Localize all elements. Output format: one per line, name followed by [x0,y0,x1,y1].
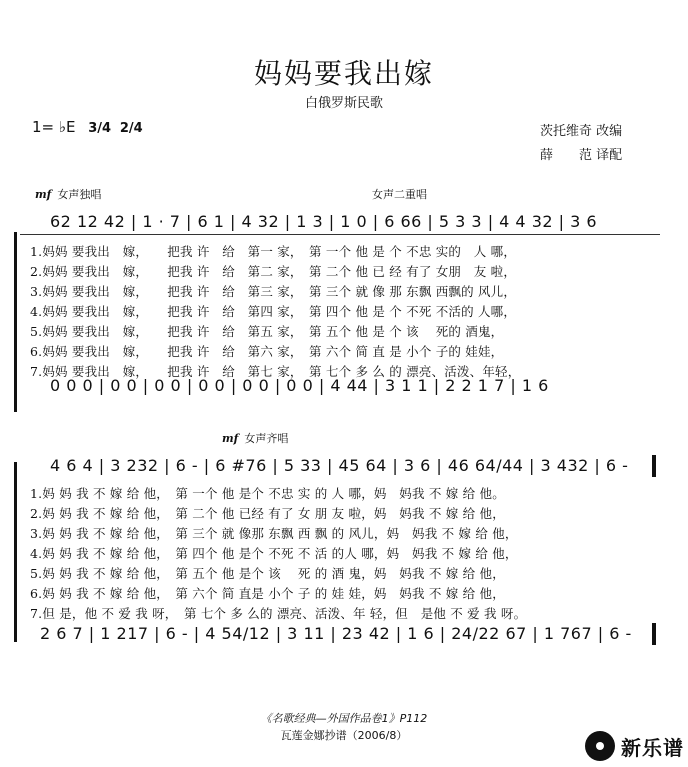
melody-line-2: 4 6 4 | 3 232 | 6 - | 6 #76 | 5 33 | 45 64 | 3 6 | 46 64/44 | 3 432 | 6 - [50,456,629,475]
translator-credit: 薛 范 译配 [540,148,623,163]
staff-divider-1 [20,234,660,235]
dynamic-mark-1 [35,186,101,202]
page-subtitle: 白俄罗斯民歌 [304,96,383,111]
system-bracket-1 [14,232,17,412]
record-icon [585,731,615,761]
lyric-verse-6: 6.妈妈 要我出 嫁， 把我 许 给 第六 家， 第 六个 简 直 是 小个 子的 娃娃， [30,344,504,359]
site-logo [585,731,684,761]
dynamic-mf-2: mf [222,432,239,445]
lyric-verse-5: 5.妈妈 要我出 嫁， 把我 许 给 第五 家， 第 五个 他 是 个 该 死的 酒鬼， [30,324,504,339]
lyric-verse-3: 3.妈妈 要我出 嫁， 把我 许 给 第三 家， 第 三个 就 像 那 东飘 西飘的 风儿， [30,284,517,299]
time-signature-1: 3/4 [88,121,112,136]
harmony-line-1: 0 0 0 | 0 0 | 0 0 | 0 0 | 0 0 | 0 0 | 4 44 | 3 1 1 | 2 2 1 7 | 1 6 [50,376,549,395]
dynamic-mark-2 [222,430,288,446]
final-barline-top [652,455,656,477]
lyric-verse-2-1: 1.妈 妈 我 不 嫁 给 他， 第 一个 他 是个 不忠 实 的 人 哪，妈 妈我 不 嫁 给 他。 [30,486,505,501]
lyric-verse-2-4: 4.妈 妈 我 不 嫁 给 他， 第 四个 他 是个 不死 不 活 的人 哪，妈 妈我 不 嫁 给 他， [30,546,518,561]
part-label-unison: 女声齐唱 [244,432,289,445]
transcriber-credit: 瓦莲金娜抄谱（2006/8） [280,729,408,742]
system-bracket-2 [14,462,17,642]
lyric-verse-4: 4.妈妈 要我出 嫁， 把我 许 给 第四 家， 第 四个 他 是 个 不死 不活的 人哪， [30,304,517,319]
lyric-verse-2-6: 6.妈 妈 我 不 嫁 给 他， 第 六个 简 直是 小个 子 的 娃 娃，妈 妈我 不 嫁 给 他， [30,586,505,601]
lyric-verse-2-5: 5.妈 妈 我 不 嫁 给 他， 第 五个 他 是个 该 死 的 酒 鬼，妈 妈我 不 嫁 给 他， [30,566,505,581]
time-signature-2: 2/4 [119,121,143,136]
lyric-verse-2-3: 3.妈 妈 我 不 嫁 给 他， 第 三个 就 像那 东飘 西 飘 的 风儿，妈 妈我 不 嫁 给 他， [30,526,518,541]
key-label: 1= ♭E [32,118,76,136]
dynamic-mf-1: mf [35,188,52,201]
harmony-line-2: 2 6 7 | 1 217 | 6 - | 4 54/12 | 3 11 | 23 42 | 1 6 | 24/22 67 | 1 767 | 6 - [40,624,632,643]
lyric-verse-2: 2.妈妈 要我出 嫁， 把我 许 给 第二 家， 第 二个 他 已 经 有了 女朋 友 啦， [30,264,517,279]
part-label-duet: 女声二重唱 [372,188,427,201]
lyric-verse-1: 1.妈妈 要我出 嫁， 把我 许 给 第一 家， 第 一个 他 是 个 不忠 实的 人 哪， [30,244,517,259]
final-barline-bottom [652,623,656,645]
logo-text: 新乐谱 [621,735,684,760]
lyric-verse-2-7: 7.但 是，他 不 爱 我 呀， 第 七个 多 么的 漂亮、活泼、年 轻，但 是他 不 爱 我 呀。 [30,606,527,621]
lyric-verse-2-2: 2.妈 妈 我 不 嫁 给 他， 第 二个 他 已经 有了 女 朋 友 啦，妈 妈我 不 嫁 给 他， [30,506,505,521]
arranger-credit: 茨托维奇 改编 [540,124,623,139]
key-signature [32,118,143,136]
page-title: 妈妈要我出嫁 [253,57,434,90]
lyric-verse-7: 7.妈妈 要我出 嫁， 把我 许 给 第七 家， 第 七个 多 么 的 漂亮、活泼、年轻， [30,364,521,379]
part-label-solo: 女声独唱 [57,188,102,201]
source-citation: 《名歌经典—外国作品卷1》P112 [260,712,428,725]
melody-line-1: 62 12 42 | 1 · 7 | 6 1 | 4 32 | 1 3 | 1 0 | 6 66 | 5 3 3 | 4 4 32 | 3 6 [50,212,598,231]
